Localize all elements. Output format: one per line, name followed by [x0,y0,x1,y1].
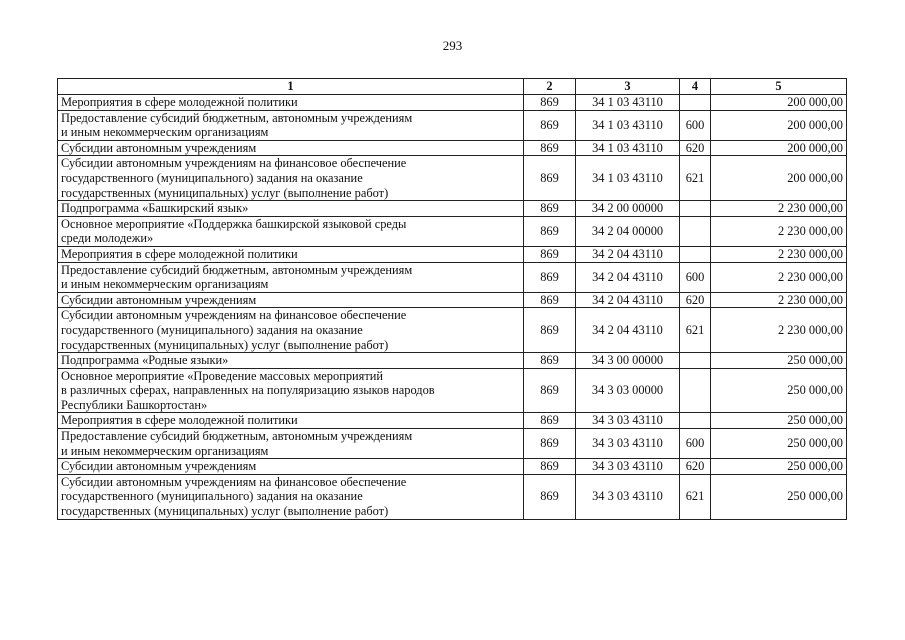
cell-name [58,262,524,292]
cell-name-line: Субсидии автономным учреждениям [61,459,257,474]
table-body [58,95,847,520]
cell-name-line: Предоставление субсидий бюджетным, автономным учреждениям [61,429,413,444]
cell-name [58,308,524,353]
cell-sum: 200 000,00 [711,95,847,111]
cell-sum: 200 000,00 [711,140,847,156]
cell-target-article: 34 1 03 43110 [576,140,680,156]
cell-name [58,110,524,140]
table-row [58,95,847,111]
cell-name-line: Мероприятия в сфере молодежной политики [61,246,298,261]
cell-expense-type: 600 [680,110,711,140]
cell-target-article: 34 2 04 43110 [576,246,680,262]
cell-ministry-code: 869 [524,429,576,459]
cell-name [58,140,524,156]
cell-target-article: 34 1 03 43110 [576,110,680,140]
cell-expense-type [680,216,711,246]
page-number: 293 [442,38,463,53]
cell-target-article: 34 2 04 43110 [576,308,680,353]
cell-sum: 200 000,00 [711,156,847,201]
cell-sum: 2 230 000,00 [711,246,847,262]
cell-target-article: 34 2 00 00000 [576,201,680,217]
cell-expense-type: 620 [680,459,711,475]
cell-sum: 250 000,00 [711,459,847,475]
column-header-sum: 5 [711,79,847,95]
cell-name-line: Предоставление субсидий бюджетным, автономным учреждениям [61,110,413,125]
cell-name [58,292,524,308]
cell-ministry-code: 869 [524,95,576,111]
table-row [58,353,847,369]
cell-name-line: и иным некоммерческим организациям [61,443,269,458]
cell-name-line: государственных (муниципальных) услуг (выполнение работ) [61,337,389,352]
cell-expense-type: 600 [680,262,711,292]
cell-expense-type: 621 [680,308,711,353]
cell-expense-type: 600 [680,429,711,459]
cell-expense-type [680,201,711,217]
cell-target-article: 34 1 03 43110 [576,95,680,111]
column-header-target: 3 [576,79,680,95]
cell-target-article: 34 3 03 00000 [576,368,680,413]
cell-name-line: и иным некоммерческим организациям [61,125,269,140]
cell-name-line: Основное мероприятие «Поддержка башкирской языковой среды [61,216,407,231]
cell-expense-type: 620 [680,292,711,308]
cell-target-article: 34 3 03 43110 [576,413,680,429]
cell-ministry-code: 869 [524,368,576,413]
cell-name [58,429,524,459]
cell-ministry-code: 869 [524,459,576,475]
cell-name-line: Мероприятия в сфере молодежной политики [61,413,298,428]
cell-name-line: Основное мероприятие «Проведение массовых мероприятий [61,368,384,383]
cell-expense-type: 621 [680,156,711,201]
cell-name [58,246,524,262]
table-row [58,246,847,262]
table-row [58,110,847,140]
table-row [58,216,847,246]
table-row [58,140,847,156]
cell-ministry-code: 869 [524,292,576,308]
table-row [58,201,847,217]
cell-target-article: 34 3 03 43110 [576,459,680,475]
cell-sum: 2 230 000,00 [711,262,847,292]
cell-name-line: Субсидии автономным учреждениям на финансовое обеспечение [61,474,407,489]
cell-name-line: Субсидии автономным учреждениям [61,292,257,307]
cell-expense-type [680,368,711,413]
cell-name [58,201,524,217]
cell-ministry-code: 869 [524,353,576,369]
table-row [58,368,847,413]
cell-name-line: государственных (муниципальных) услуг (выполнение работ) [61,185,389,200]
cell-name [58,474,524,519]
cell-ministry-code: 869 [524,246,576,262]
cell-ministry-code: 869 [524,474,576,519]
cell-expense-type: 621 [680,474,711,519]
table-row [58,262,847,292]
cell-expense-type [680,95,711,111]
cell-target-article: 34 3 03 43110 [576,429,680,459]
cell-expense-type: 620 [680,140,711,156]
table-row [58,459,847,475]
column-header-name: 1 [58,79,524,95]
cell-ministry-code: 869 [524,201,576,217]
cell-sum: 250 000,00 [711,429,847,459]
cell-expense-type [680,353,711,369]
cell-name [58,459,524,475]
cell-ministry-code: 869 [524,110,576,140]
cell-name-line: Субсидии автономным учреждениям [61,140,257,155]
cell-ministry-code: 869 [524,413,576,429]
table-row [58,413,847,429]
cell-name [58,156,524,201]
cell-name-line: государственного (муниципального) задания на оказание [61,489,363,504]
cell-ministry-code: 869 [524,308,576,353]
cell-sum: 2 230 000,00 [711,216,847,246]
cell-name-line: государственных (муниципальных) услуг (выполнение работ) [61,504,389,519]
cell-target-article: 34 3 03 43110 [576,474,680,519]
table-row [58,156,847,201]
column-header-ministry: 2 [524,79,576,95]
cell-name [58,216,524,246]
cell-name-line: Субсидии автономным учреждениям на финансовое обеспечение [61,156,407,171]
table-row [58,474,847,519]
cell-name [58,353,524,369]
table-row [58,429,847,459]
cell-expense-type [680,413,711,429]
cell-expense-type [680,246,711,262]
cell-name-line: и иным некоммерческим организациям [61,277,269,292]
cell-name-line: Республики Башкортостан» [61,397,208,412]
cell-name-line: Субсидии автономным учреждениям на финансовое обеспечение [61,308,407,323]
cell-name-line: Подпрограмма «Башкирский язык» [61,201,249,216]
cell-sum: 250 000,00 [711,368,847,413]
cell-sum: 2 230 000,00 [711,292,847,308]
cell-name-line: Мероприятия в сфере молодежной политики [61,95,298,109]
cell-target-article: 34 2 04 43110 [576,292,680,308]
cell-name [58,413,524,429]
cell-ministry-code: 869 [524,156,576,201]
cell-name-line: государственного (муниципального) задания на оказание [61,170,363,185]
cell-sum: 250 000,00 [711,353,847,369]
cell-name-line: Предоставление субсидий бюджетным, автономным учреждениям [61,262,413,277]
cell-target-article: 34 2 04 00000 [576,216,680,246]
table-header-row [58,79,847,95]
cell-target-article: 34 3 00 00000 [576,353,680,369]
cell-name-line: среди молодежи» [61,231,154,246]
budget-table [57,78,847,520]
cell-sum: 250 000,00 [711,413,847,429]
table-row [58,292,847,308]
cell-name-line: государственного (муниципального) задания на оказание [61,322,363,337]
cell-target-article: 34 2 04 43110 [576,262,680,292]
table-row [58,308,847,353]
cell-sum: 250 000,00 [711,474,847,519]
cell-ministry-code: 869 [524,140,576,156]
cell-target-article: 34 1 03 43110 [576,156,680,201]
cell-sum: 200 000,00 [711,110,847,140]
cell-name [58,368,524,413]
cell-sum: 2 230 000,00 [711,308,847,353]
column-header-type: 4 [680,79,711,95]
cell-name [58,95,524,111]
cell-sum: 2 230 000,00 [711,201,847,217]
cell-name-line: в различных сферах, направленных на популяризацию языков народов [61,383,435,398]
cell-ministry-code: 869 [524,216,576,246]
cell-ministry-code: 869 [524,262,576,292]
cell-name-line: Подпрограмма «Родные языки» [61,353,229,368]
